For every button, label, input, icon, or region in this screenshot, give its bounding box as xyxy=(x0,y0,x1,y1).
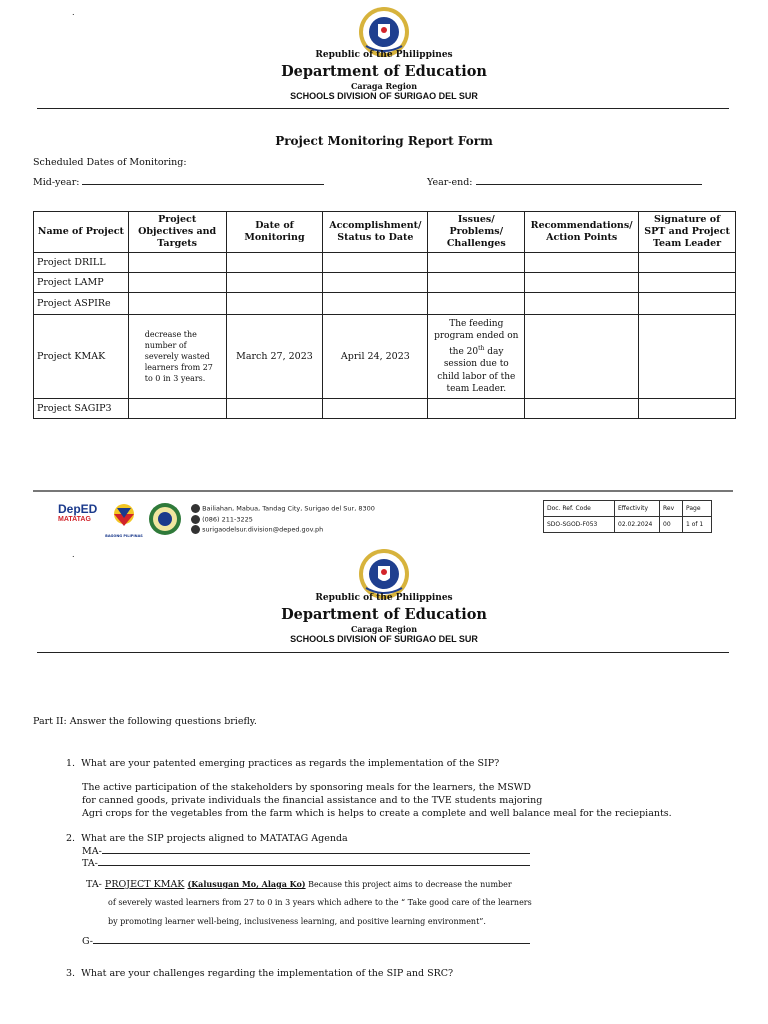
footer-address: Bailiahan, Mabua, Tandag City, Surigao del Sur, 8300 xyxy=(202,504,375,513)
table-cell[interactable] xyxy=(323,253,428,273)
project-name-cell: Project SAGIP3 xyxy=(34,399,129,419)
table-cell[interactable] xyxy=(323,293,428,315)
ta-answer-rest: Because this project aims to decrease the number xyxy=(305,880,512,889)
department-title: Department of Education xyxy=(281,606,487,623)
status-cell: April 24, 2023 xyxy=(323,315,428,399)
ma-label: MA- xyxy=(82,846,102,857)
col-header-recommendations: Recommendations/ Action Points xyxy=(525,212,639,253)
bagong-pilipinas-text: BAGONG PILIPINAS xyxy=(105,534,143,538)
deped-logo-text: DepED xyxy=(58,502,98,516)
ref-header-rev: Rev xyxy=(660,501,683,517)
question-number: 2. xyxy=(66,833,76,844)
republic-text: Republic of the Philippines xyxy=(315,50,453,60)
monitoring-table xyxy=(33,211,736,419)
republic-text: Republic of the Philippines xyxy=(315,593,453,603)
ma-field[interactable] xyxy=(102,853,530,854)
question-1-text: What are your patented emerging practices as regards the implementation of the SIP? xyxy=(81,758,500,769)
project-name-cell: Project LAMP xyxy=(34,273,129,293)
table-row xyxy=(34,273,736,293)
table-cell[interactable] xyxy=(226,253,323,273)
g-label: G- xyxy=(82,936,93,947)
issues-text-b: day session due to child labor of the team Leader. xyxy=(437,346,516,394)
table-cell[interactable] xyxy=(128,293,226,315)
project-name-cell: Project DRILL xyxy=(34,253,129,273)
ref-header-code: Doc. Ref. Code xyxy=(544,501,615,517)
answer-1-line-3: Agri crops for the vegetables from the farm which is helps to create a complete and well balance meal for the reciepiants. xyxy=(82,808,672,819)
table-cell[interactable] xyxy=(525,399,639,419)
table-cell[interactable] xyxy=(525,253,639,273)
ref-header-page: Page xyxy=(683,501,712,517)
ref-value-code: SDO-SGOD-F053 xyxy=(544,517,615,533)
matatag-logo-text: MATATAG xyxy=(58,516,91,523)
region-text: Caraga Region xyxy=(350,624,418,634)
deped-matatag-logo xyxy=(58,502,100,523)
bagong-pilipinas-icon xyxy=(107,498,141,530)
table-cell[interactable] xyxy=(226,273,323,293)
ref-value-effectivity: 02.02.2024 xyxy=(615,517,660,533)
table-row xyxy=(34,399,736,419)
scheduled-label: Scheduled Dates of Monitoring: xyxy=(33,157,187,168)
bagong-pilipinas-logo xyxy=(104,498,144,538)
question-1 xyxy=(66,758,499,769)
footer-email: surigaodelsur.division@deped.gov.ph xyxy=(202,525,324,534)
col-header-objectives: Project Objectives and Targets xyxy=(128,212,226,253)
region-text: Caraga Region xyxy=(350,81,418,91)
table-row xyxy=(34,293,736,315)
question-2-text: What are the SIP projects aligned to MATATAG Agenda xyxy=(81,833,348,844)
division-text: SCHOOLS DIVISION OF SURIGAO DEL SUR xyxy=(290,634,478,644)
form-title: Project Monitoring Report Form xyxy=(275,134,493,148)
ta-row xyxy=(82,858,530,869)
midyear-label: Mid-year: xyxy=(33,177,80,188)
ta-answer-paren: (Kalusugan Mo, Alaga Ko) xyxy=(187,879,306,889)
ta-answer-line-3: by promoting learner well-being, inclusiveness learning, and positive learning environment”. xyxy=(108,917,486,926)
footer-divider xyxy=(33,490,733,492)
ta-label: TA- xyxy=(82,858,98,869)
project-name-cell: Project KMAK xyxy=(34,315,129,399)
question-number: 3. xyxy=(66,968,76,979)
header-divider xyxy=(37,108,729,109)
table-cell[interactable] xyxy=(428,399,525,419)
col-header-status: Accomplishment/ Status to Date xyxy=(323,212,428,253)
table-row xyxy=(34,315,736,399)
table-cell[interactable] xyxy=(128,399,226,419)
division-text: SCHOOLS DIVISION OF SURIGAO DEL SUR xyxy=(290,91,478,101)
table-cell[interactable] xyxy=(226,293,323,315)
yearend-row xyxy=(427,177,702,188)
table-header-row xyxy=(34,212,736,253)
project-name-cell: Project ASPIRe xyxy=(34,293,129,315)
table-cell[interactable] xyxy=(639,253,736,273)
yearend-field[interactable] xyxy=(476,184,702,185)
col-header-date: Date of Monitoring xyxy=(226,212,323,253)
ref-header-effectivity: Effectivity xyxy=(615,501,660,517)
part2-title: Part II: Answer the following questions briefly. xyxy=(33,716,257,727)
table-row xyxy=(34,253,736,273)
ta-answer-line-1 xyxy=(86,879,512,890)
midyear-row xyxy=(33,177,324,188)
table-cell[interactable] xyxy=(128,253,226,273)
col-header-issues: Issues/ Problems/ Challenges xyxy=(428,212,525,253)
question-number: 1. xyxy=(66,758,76,769)
midyear-field[interactable] xyxy=(82,184,324,185)
date-cell: March 27, 2023 xyxy=(226,315,323,399)
question-2 xyxy=(66,833,348,844)
table-cell[interactable] xyxy=(428,253,525,273)
division-seal-icon xyxy=(148,502,182,536)
table-cell[interactable] xyxy=(525,293,639,315)
footer-email-row xyxy=(191,525,323,534)
ta-field[interactable] xyxy=(98,865,530,866)
email-icon xyxy=(191,525,200,534)
issues-cell xyxy=(428,315,525,399)
col-header-name: Name of Project xyxy=(34,212,129,253)
table-cell[interactable] xyxy=(639,293,736,315)
table-cell[interactable] xyxy=(128,273,226,293)
doc-ref-table xyxy=(543,500,712,533)
dot-mark: . xyxy=(72,8,75,17)
table-cell[interactable] xyxy=(639,399,736,419)
table-cell[interactable] xyxy=(323,399,428,419)
question-3-text: What are your challenges regarding the implementation of the SIP and SRC? xyxy=(81,968,454,979)
header-divider xyxy=(37,652,729,653)
answer-1-line-2: for canned goods, private individuals the financial assistance and to the TVE students majoring xyxy=(82,795,543,806)
location-icon xyxy=(191,504,200,513)
footer-phone: (086) 211-3225 xyxy=(202,515,253,524)
issues-text-a: The feeding program ended on the 20 xyxy=(434,318,519,357)
footer-phone-row xyxy=(191,515,253,524)
table-cell[interactable] xyxy=(226,399,323,419)
table-cell[interactable] xyxy=(639,273,736,293)
table-cell[interactable] xyxy=(525,315,639,399)
table-cell[interactable] xyxy=(428,293,525,315)
ta-answer-project: PROJECT KMAK xyxy=(104,879,185,890)
g-row xyxy=(82,936,530,947)
ta-answer-prefix: TA- xyxy=(86,879,102,890)
ma-row xyxy=(82,846,530,857)
footer-address-row xyxy=(191,504,375,513)
question-3 xyxy=(66,968,453,979)
table-cell[interactable] xyxy=(428,273,525,293)
objectives-cell: decrease the number of severely wasted learners from 27 to 0 in 3 years. xyxy=(128,315,226,399)
g-field[interactable] xyxy=(93,943,530,944)
col-header-signature: Signature of SPT and Project Team Leader xyxy=(639,212,736,253)
yearend-label: Year-end: xyxy=(427,177,473,188)
table-cell[interactable] xyxy=(525,273,639,293)
ref-value-rev: 00 xyxy=(660,517,683,533)
ref-value-page: 1 of 1 xyxy=(683,517,712,533)
answer-1-line-1: The active participation of the stakeholders by sponsoring meals for the learners, the MSWD xyxy=(82,782,532,793)
issues-sup: th xyxy=(478,344,485,352)
table-cell[interactable] xyxy=(323,273,428,293)
phone-icon xyxy=(191,515,200,524)
dot-mark: . xyxy=(72,550,75,559)
department-title: Department of Education xyxy=(281,63,487,80)
table-cell[interactable] xyxy=(639,315,736,399)
ta-answer-line-2: of severely wasted learners from 27 to 0 in 3 years which adhere to the “ Take good care of the learners xyxy=(108,898,532,907)
